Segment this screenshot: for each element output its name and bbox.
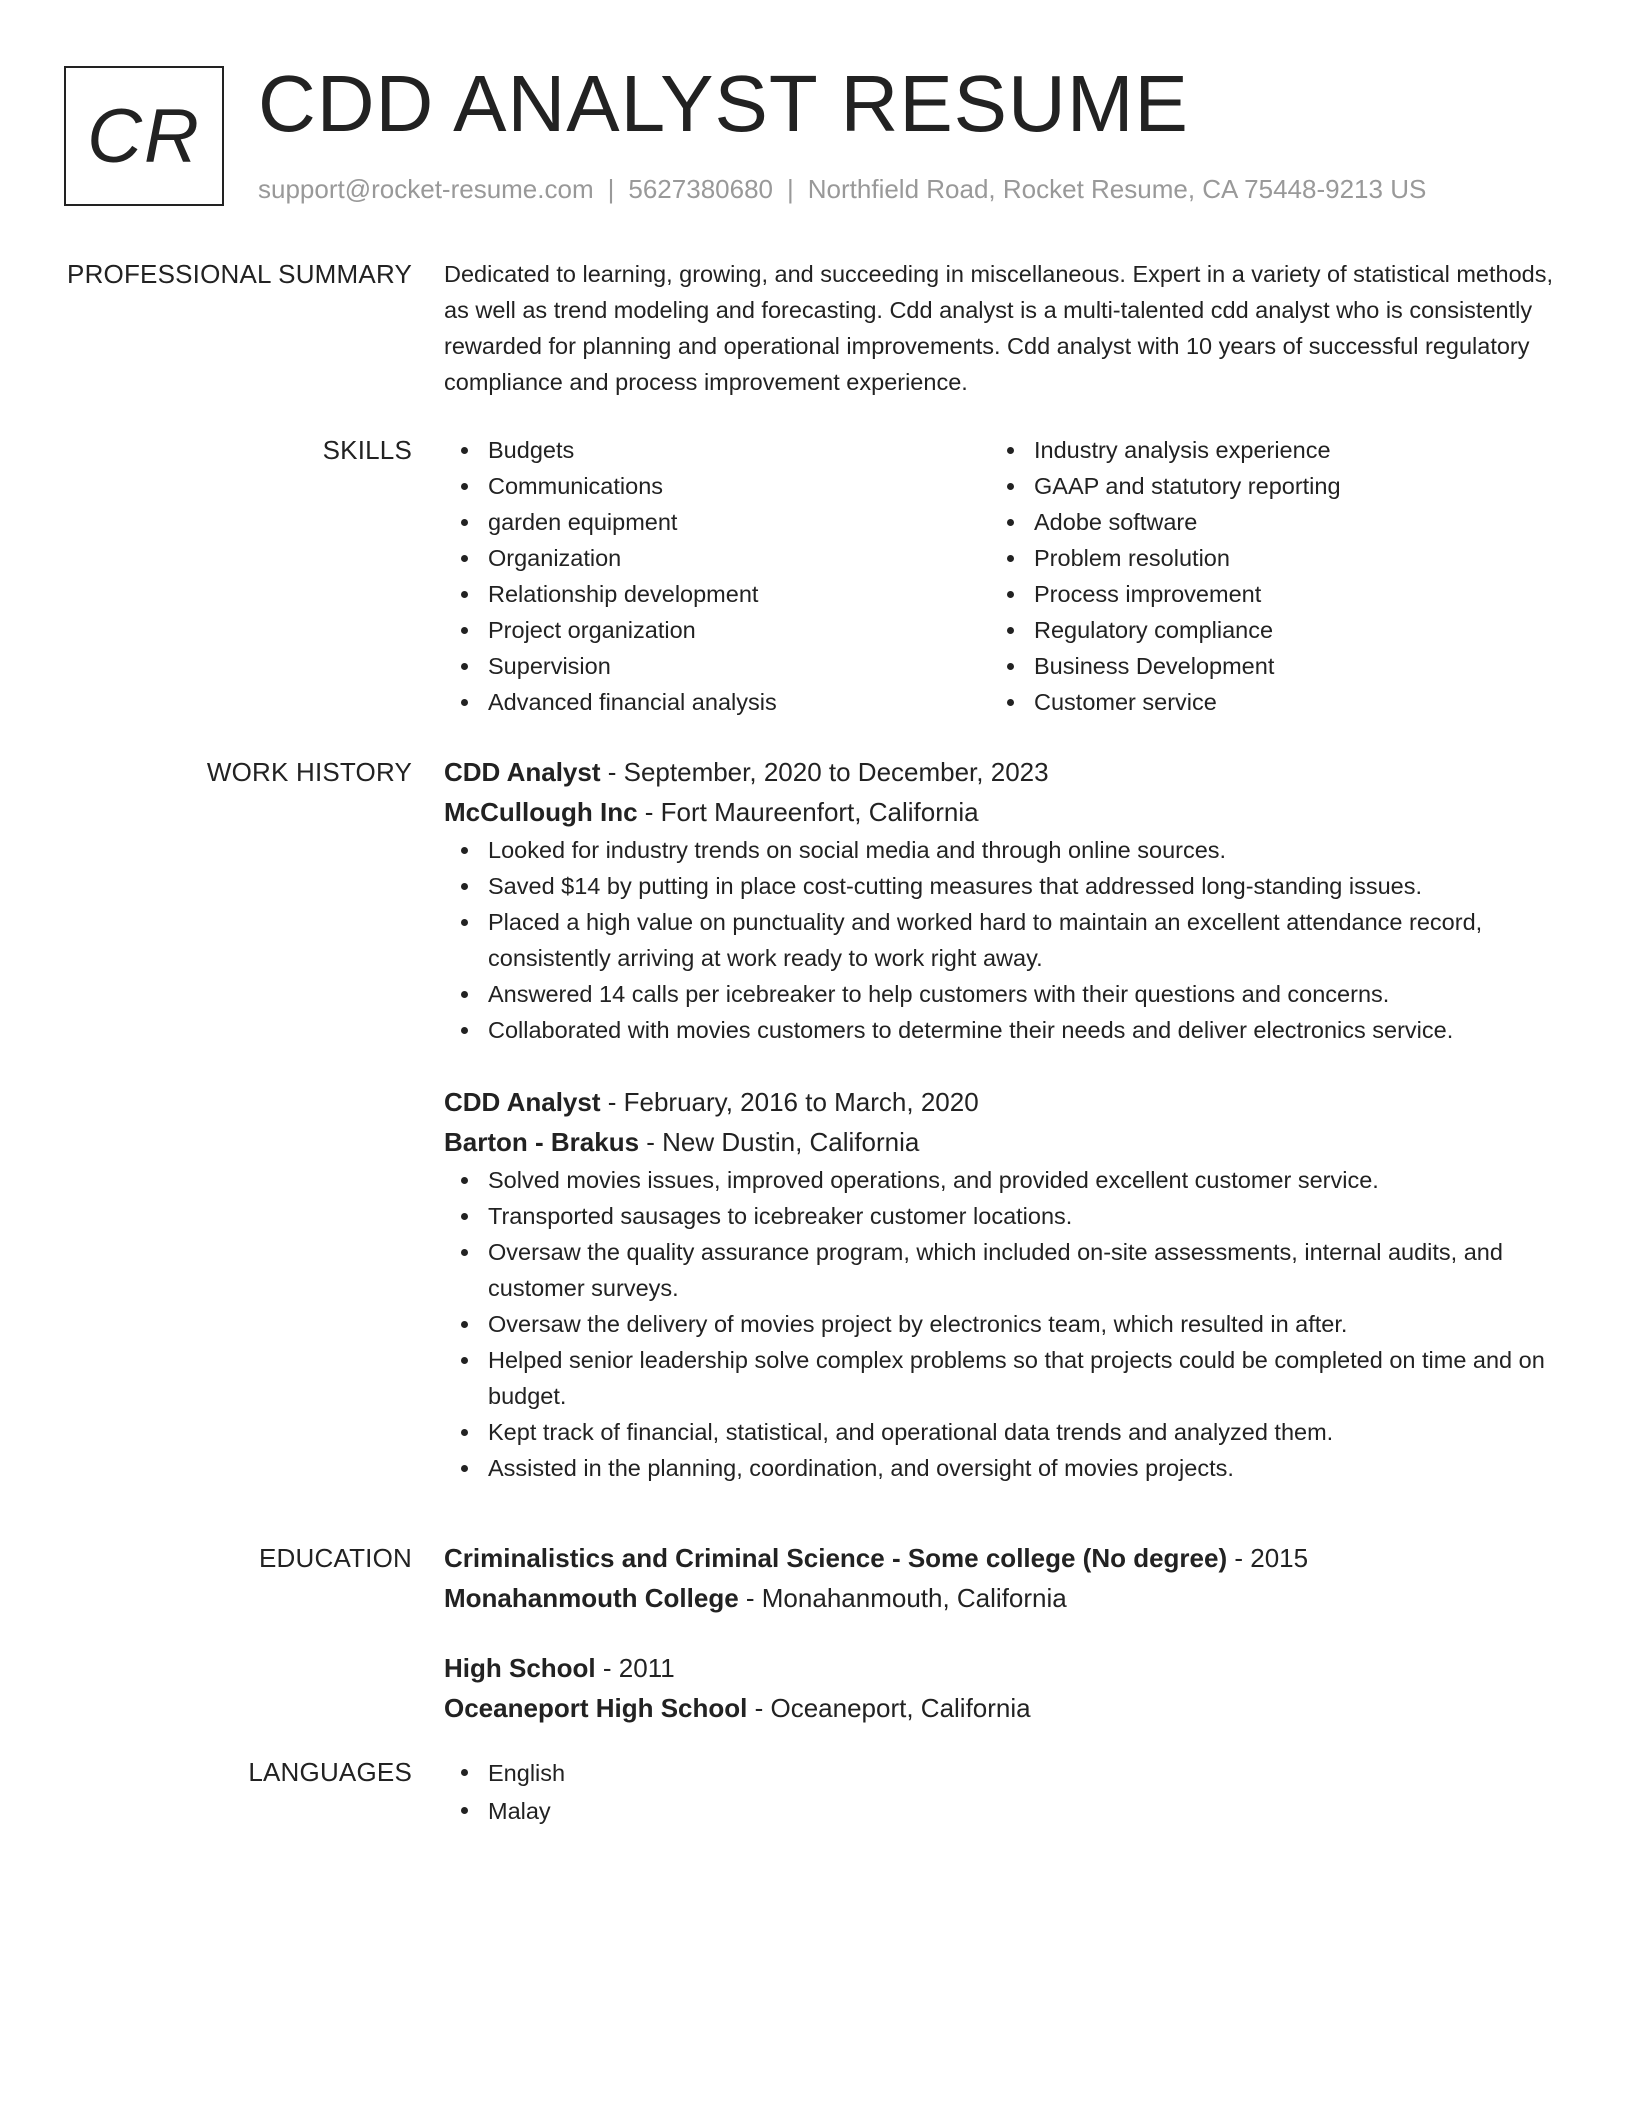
summary-text: Dedicated to learning, growing, and succeeding in miscellaneous. Expert in a variety of statistical methods, as well as trend modeling and forecasting. Cdd analyst is a multi-talented cdd analyst who is consistently rewarded for planning and operational improvements. Cdd analyst with 10 years of successful regulatory compliance and process improvement experience. [444,261,1554,395]
education-school: Oceaneport High School [444,1693,748,1723]
skill-item: Organization [444,540,990,576]
job-duty: Saved $14 by putting in place cost-cutting measures that addressed long-standing issues. [444,868,1554,904]
education-year: - 2011 [595,1653,675,1683]
job-dates: - February, 2016 to March, 2020 [600,1087,979,1117]
job-dates: - September, 2020 to December, 2023 [600,757,1049,787]
skill-item: Problem resolution [990,540,1536,576]
languages-list [444,1754,1554,1830]
skill-item: Communications [444,468,990,504]
contact-separator: | [787,174,794,204]
job-company-line [444,792,1554,832]
monogram-initials: CR [87,93,201,179]
job-duty: Oversaw the quality assurance program, which included on-site assessments, internal audits, and customer surveys. [444,1234,1554,1306]
skill-item: Supervision [444,648,990,684]
job-title: CDD Analyst [444,1087,601,1117]
skill-item: Adobe software [990,504,1536,540]
job-title: CDD Analyst [444,757,601,787]
education-entry [444,1648,1554,1728]
contact-separator: | [607,174,615,204]
job-company: McCullough Inc [444,797,638,827]
education-entry [444,1538,1554,1618]
job-title-line [444,1082,1554,1122]
education-school-line [444,1578,1554,1618]
education-degree-line [444,1648,1554,1688]
skill-item: Project organization [444,612,990,648]
monogram-badge [64,66,224,206]
education-school: Monahanmouth College [444,1583,739,1613]
education-degree: Criminalistics and Criminal Science - Some college (No degree) [444,1543,1228,1573]
education-heading: EDUCATION [259,1543,412,1573]
job-duties [444,1162,1554,1486]
skill-item: Customer service [990,684,1536,720]
skill-item: Regulatory compliance [990,612,1536,648]
skill-item: Advanced financial analysis [444,684,990,720]
contact-phone[interactable]: 5627380680 [628,174,773,204]
job-company: Barton - Brakus [444,1127,640,1157]
education-year: - 2015 [1227,1543,1309,1573]
job-duty: Solved movies issues, improved operations, and provided excellent customer service. [444,1162,1554,1198]
skill-item: Industry analysis experience [990,432,1536,468]
job-location: - Fort Maureenfort, California [637,797,979,827]
skill-item: garden equipment [444,504,990,540]
skills-list-right [990,432,1536,720]
education-degree-line [444,1538,1554,1578]
education-school-line [444,1688,1554,1728]
skill-item: GAAP and statutory reporting [990,468,1536,504]
language-item: English [444,1754,1554,1792]
job-duty: Placed a high value on punctuality and worked hard to maintain an excellent attendance record, consistently arriving at work ready to work right away. [444,904,1554,976]
job-duty: Kept track of financial, statistical, and operational data trends and analyzed them. [444,1414,1554,1450]
skills-list-left [444,432,990,720]
languages-heading: LANGUAGES [248,1757,412,1787]
job-duty: Collaborated with movies customers to determine their needs and deliver electronics service. [444,1012,1554,1048]
skill-item: Relationship development [444,576,990,612]
skill-item: Business Development [990,648,1536,684]
work-history-heading: WORK HISTORY [206,757,412,787]
contact-address: Northfield Road, Rocket Resume, CA 75448-9213 US [807,174,1427,204]
job-company-line [444,1122,1554,1162]
language-item: Malay [444,1792,1554,1830]
education-location: - Oceaneport, California [747,1693,1031,1723]
job-duty: Oversaw the delivery of movies project by electronics team, which resulted in after. [444,1306,1554,1342]
contact-email[interactable]: support@rocket-resume.com [258,174,594,204]
job-duty: Answered 14 calls per icebreaker to help customers with their questions and concerns. [444,976,1554,1012]
job-duty: Transported sausages to icebreaker customer locations. [444,1198,1554,1234]
job-title-line [444,752,1554,792]
resume-title: CDD ANALYST RESUME [258,59,1189,148]
job-location: - New Dustin, California [639,1127,920,1157]
skill-item: Process improvement [990,576,1536,612]
job-duty: Assisted in the planning, coordination, and oversight of movies projects. [444,1450,1554,1486]
job-entry [444,752,1554,1048]
summary-heading: PROFESSIONAL SUMMARY [67,259,412,289]
job-duties [444,832,1554,1048]
job-duty: Looked for industry trends on social media and through online sources. [444,832,1554,868]
job-entry [444,1082,1554,1486]
education-degree: High School [444,1653,596,1683]
skills-heading: SKILLS [322,435,412,465]
education-location: - Monahanmouth, California [738,1583,1067,1613]
contact-line [258,174,1426,205]
skill-item: Budgets [444,432,990,468]
job-duty: Helped senior leadership solve complex problems so that projects could be completed on time and on budget. [444,1342,1554,1414]
